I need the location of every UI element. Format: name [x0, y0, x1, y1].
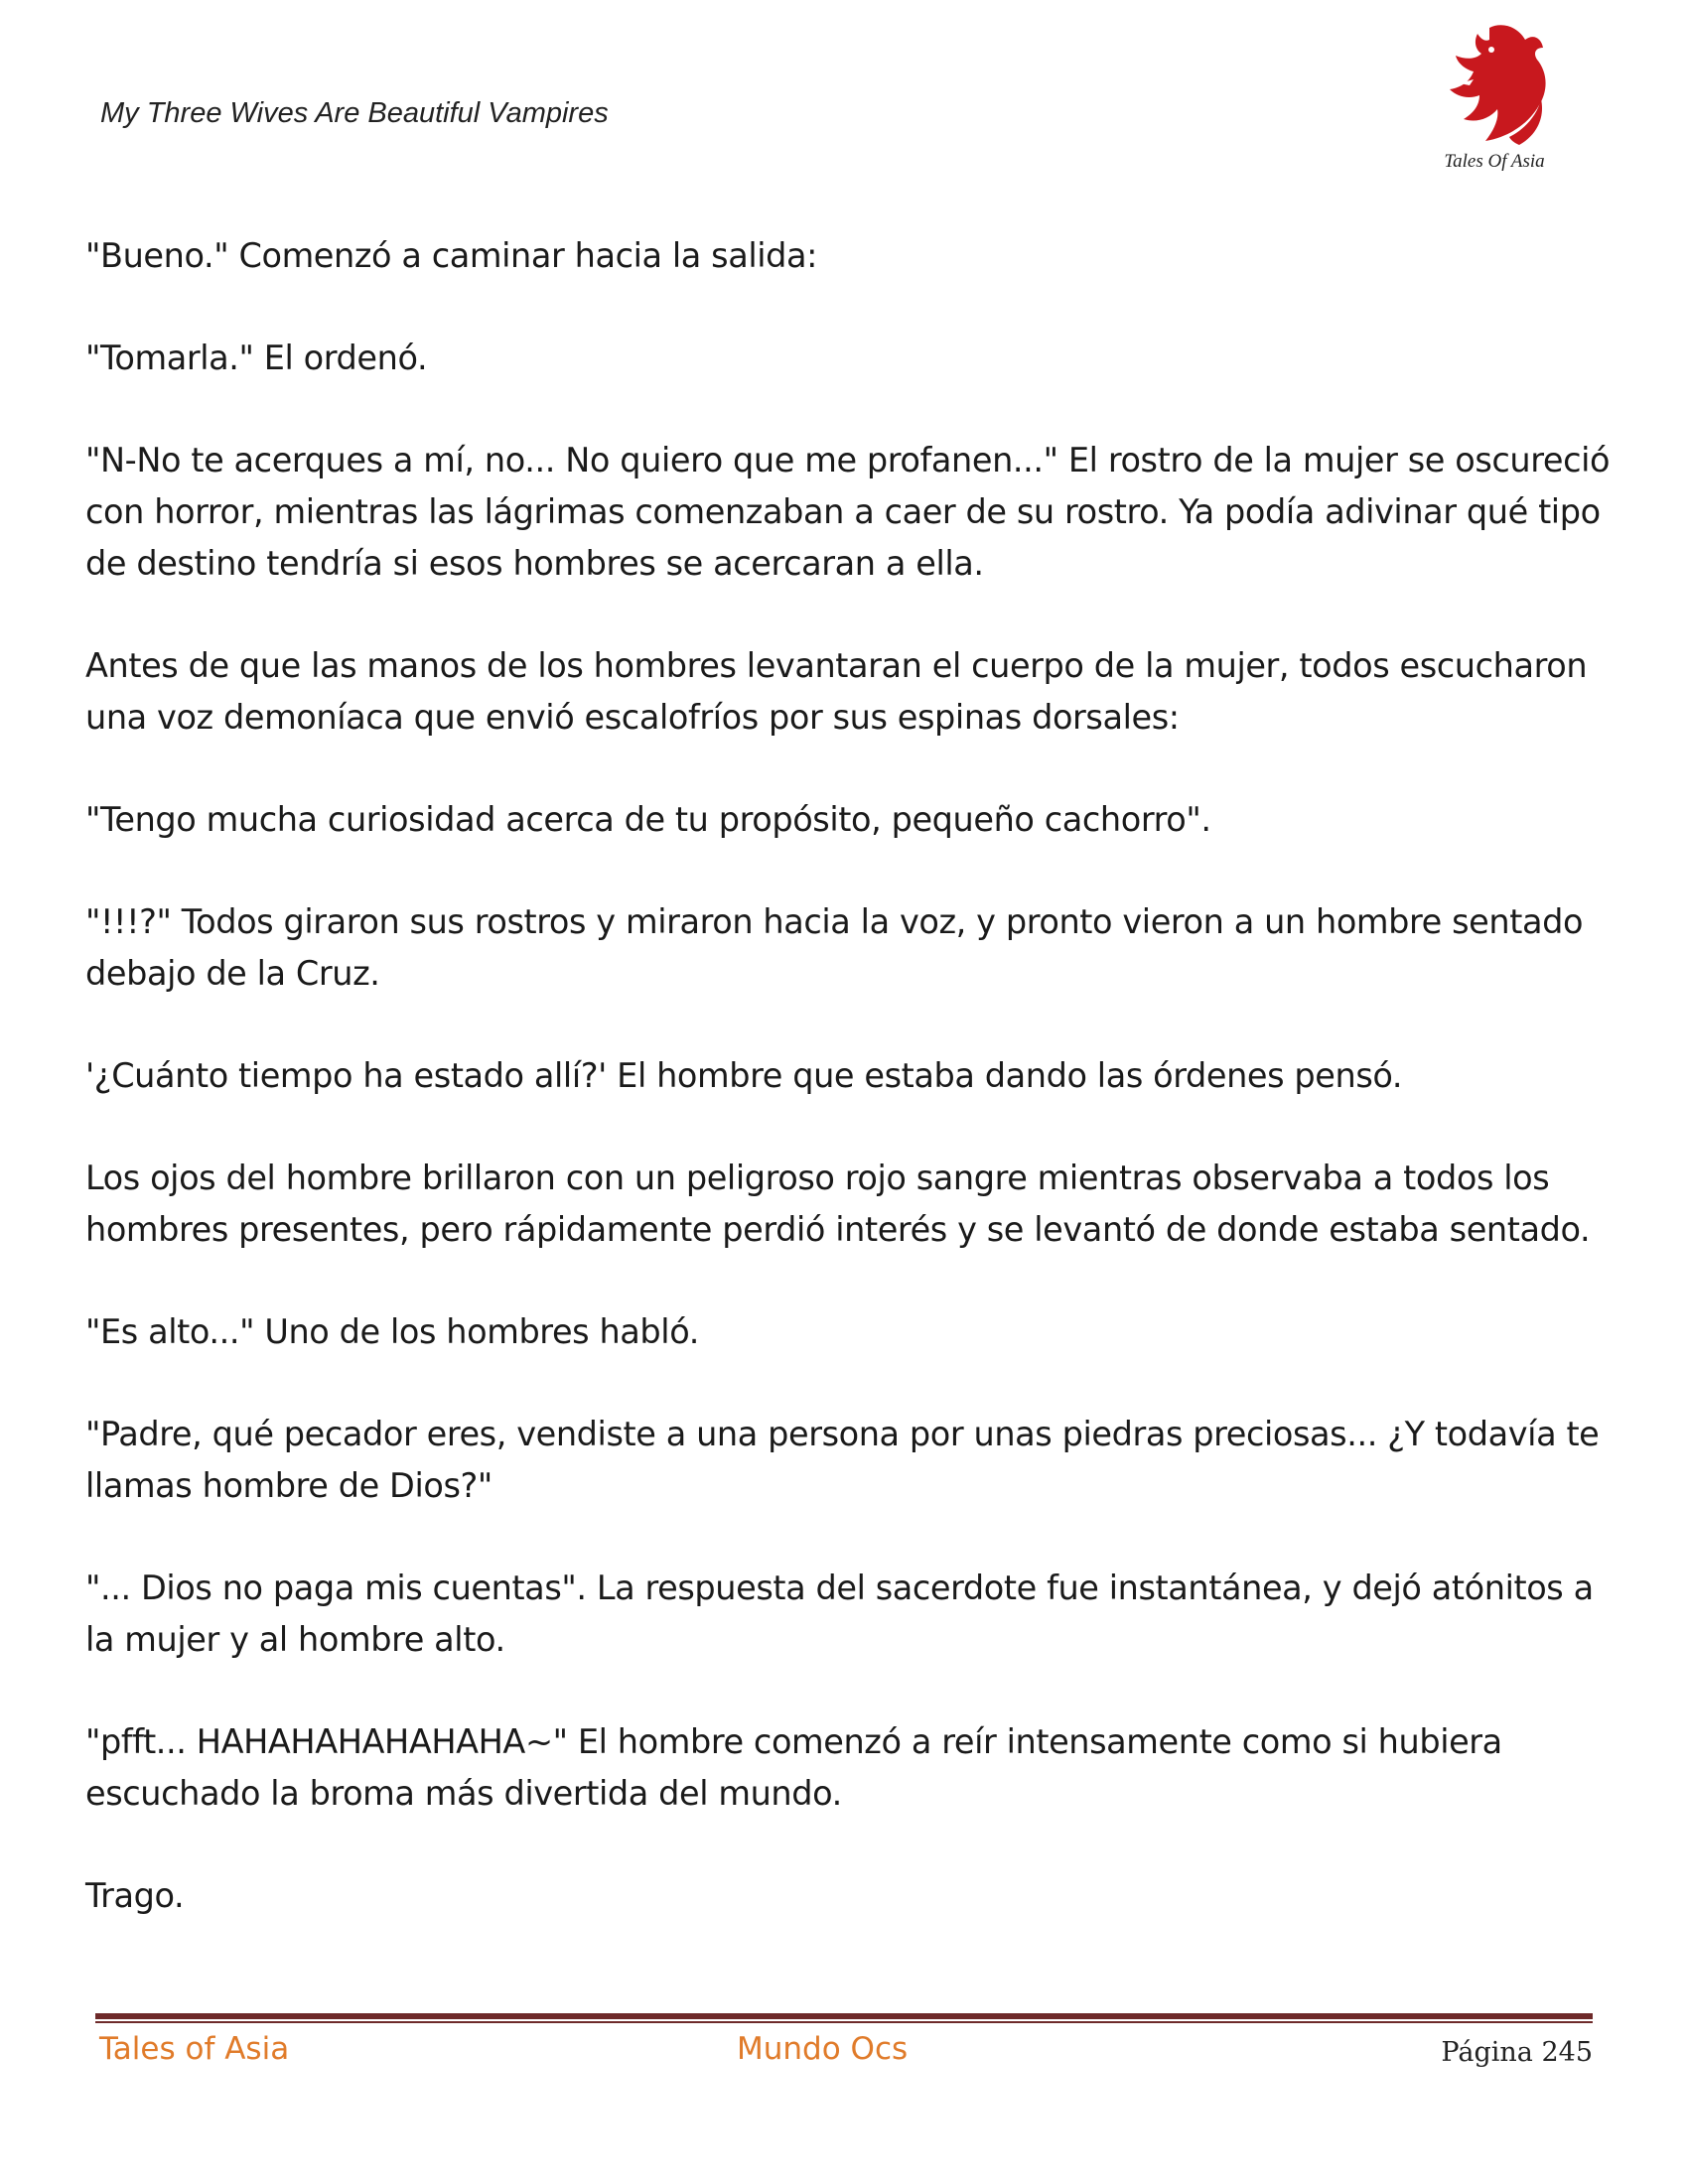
paragraph: "Tomarla." El ordenó. [85, 339, 428, 377]
paragraph: "... Dios no paga mis cuentas". La respuesta del sacerdote fue instantánea, y dejó atónitos a la mujer y al hombre alto. [85, 1569, 1594, 1659]
footer-divider-thin [95, 2021, 1593, 2023]
paragraph: "Es alto..." Uno de los hombres habló. [85, 1312, 699, 1351]
paragraph: "Bueno." Comenzó a caminar hacia la salida: [85, 236, 818, 275]
paragraph: "Padre, qué pecador eres, vendiste a una persona por unas piedras preciosas... ¿Y todavía te llamas hombre de Dios?" [85, 1415, 1600, 1505]
paragraph: Trago. [85, 1876, 185, 1915]
footer-publisher: Tales of Asia [99, 2031, 290, 2067]
paragraph: Los ojos del hombre brillaron con un peligroso rojo sangre mientras observaba a todos los hombres presentes, pero rápidamente perdió interés y se levantó de donde estaba sentado. [85, 1159, 1591, 1249]
paragraph: '¿Cuánto tiempo ha estado allí?' El hombre que estaba dando las órdenes pensó. [85, 1056, 1403, 1095]
footer-divider [95, 2013, 1593, 2023]
paragraph: "Tengo mucha curiosidad acerca de tu propósito, pequeño cachorro". [85, 800, 1211, 839]
paragraph: "N-No te acerques a mí, no... No quiero que me profanen..." El rostro de la mujer se oscureció con horror, mientras las lágrimas comenzaban a caer de su rostro. Ya podía adivinar qué tipo de destino tendría si esos hombres se acercaran a ella. [85, 441, 1611, 583]
publisher-logo [1430, 20, 1559, 179]
paragraph: "pfft... HAHAHAHAHAHAHA~" El hombre comenzó a reír intensamente como si hubiera escuchado la broma más divertida del mundo. [85, 1722, 1502, 1813]
red-dragon-icon [1430, 20, 1559, 154]
chapter-body [85, 230, 1615, 1973]
footer-divider-thick [95, 2013, 1593, 2019]
page-number: Página 245 [1441, 2037, 1593, 2068]
page-header-title: My Three Wives Are Beautiful Vampires [100, 97, 609, 129]
logo-caption: Tales Of Asia [1444, 151, 1545, 172]
footer-translator: Mundo Ocs [737, 2031, 909, 2067]
paragraph: Antes de que las manos de los hombres levantaran el cuerpo de la mujer, todos escucharon una voz demoníaca que envió escalofríos por sus espinas dorsales: [85, 646, 1588, 737]
paragraph: "!!!?" Todos giraron sus rostros y miraron hacia la voz, y pronto vieron a un hombre sentado debajo de la Cruz. [85, 902, 1584, 993]
